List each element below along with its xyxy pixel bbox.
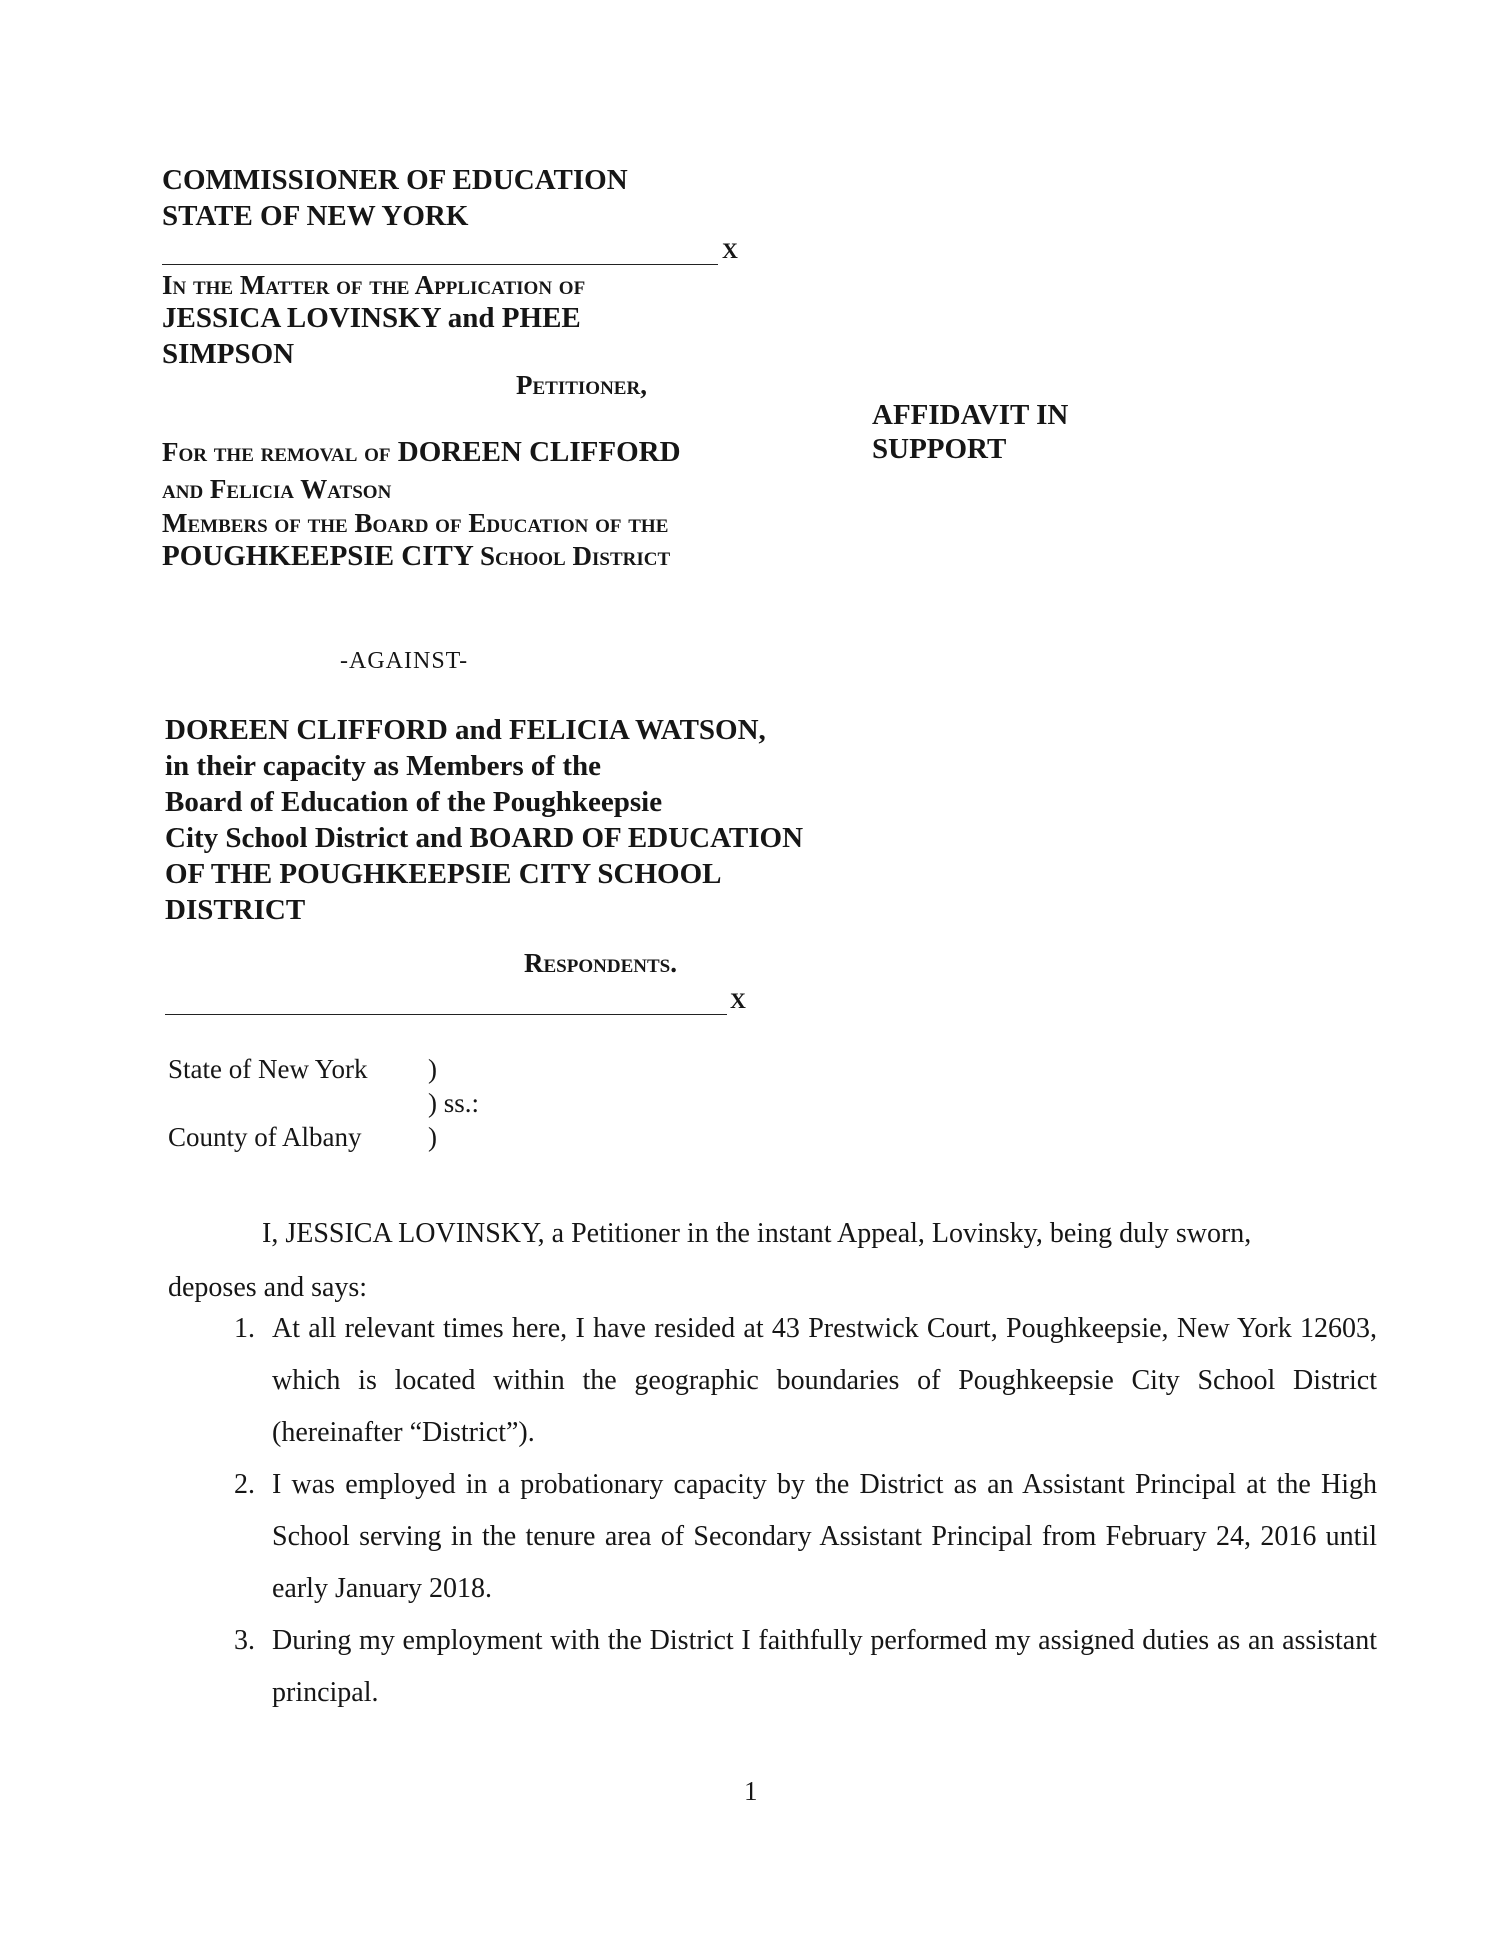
respondent-line: Board of Education of the Poughkeepsie (165, 786, 663, 818)
caption-bottom-x: X (730, 988, 746, 1013)
caption-top-rule (162, 264, 718, 265)
venue-paren-close: ) (428, 1122, 437, 1152)
document-title-line1: AFFIDAVIT IN (872, 399, 1069, 431)
respondent-line: DOREEN CLIFFORD and FELICIA WATSON, (165, 714, 766, 746)
petitioner-names-line1: JESSICA LOVINSKY and PHEE (162, 302, 581, 334)
respondent-line: OF THE POUGHKEEPSIE CITY SCHOOL (165, 858, 722, 890)
removal-line2: and Felicia Watson (162, 474, 392, 504)
page-number: 1 (744, 1776, 758, 1806)
respondent-line: in their capacity as Members of the (165, 750, 601, 782)
against-label: -AGAINST- (340, 648, 469, 674)
venue-county: County of Albany (168, 1122, 362, 1152)
district-suffix: School District (479, 541, 671, 571)
respondents-block (165, 712, 803, 928)
header-state: STATE OF NEW YORK (162, 200, 469, 232)
venue-paren-open: ) (428, 1054, 437, 1084)
caption-bottom-rule (165, 1014, 727, 1015)
removal-line1 (162, 434, 681, 470)
respondents-label: Respondents. (524, 948, 677, 978)
petitioner-label: Petitioner, (516, 370, 647, 400)
removal-prefix: For the removal of (162, 437, 391, 467)
matter-of-application: In the Matter of the Application of (162, 270, 586, 300)
document-title-line2: SUPPORT (872, 433, 1007, 465)
removal-name-clifford: DOREEN CLIFFORD (397, 436, 681, 468)
venue-ss: ) ss.: (428, 1088, 480, 1118)
paragraph-3: 3. During my employment with the District I faithfully performed my assigned duties as an assistant principal. (262, 1615, 1377, 1719)
paragraph-1: 1. At all relevant times here, I have resided at 43 Prestwick Court, Poughkeepsie, New York 12603, which is located within the geographic boundaries of Poughkeepsie City School District (hereinafter “District”). (262, 1303, 1377, 1459)
petitioner-names-line2: SIMPSON (162, 338, 295, 370)
district-name: POUGHKEEPSIE CITY (162, 540, 473, 572)
removal-line4 (162, 538, 670, 574)
paragraph-2: 2. I was employed in a probationary capacity by the District as an Assistant Principal at the High School serving in the tenure area of Secondary Assistant Principal from February 24, 2016 until early January 2018. (262, 1459, 1377, 1615)
venue-state: State of New York (168, 1054, 368, 1084)
caption-top-x: X (722, 238, 738, 263)
intro-line2: deposes and says: (168, 1272, 368, 1303)
respondent-line: DISTRICT (165, 894, 306, 926)
numbered-paragraphs (220, 1303, 1377, 1719)
header-commissioner: COMMISSIONER OF EDUCATION (162, 164, 628, 196)
intro-line1: I, JESSICA LOVINSKY, a Petitioner in the instant Appeal, Lovinsky, being duly sworn, (262, 1218, 1252, 1249)
respondent-line: City School District and BOARD OF EDUCATION (165, 822, 804, 854)
removal-line3: Members of the Board of Education of the (162, 508, 669, 538)
